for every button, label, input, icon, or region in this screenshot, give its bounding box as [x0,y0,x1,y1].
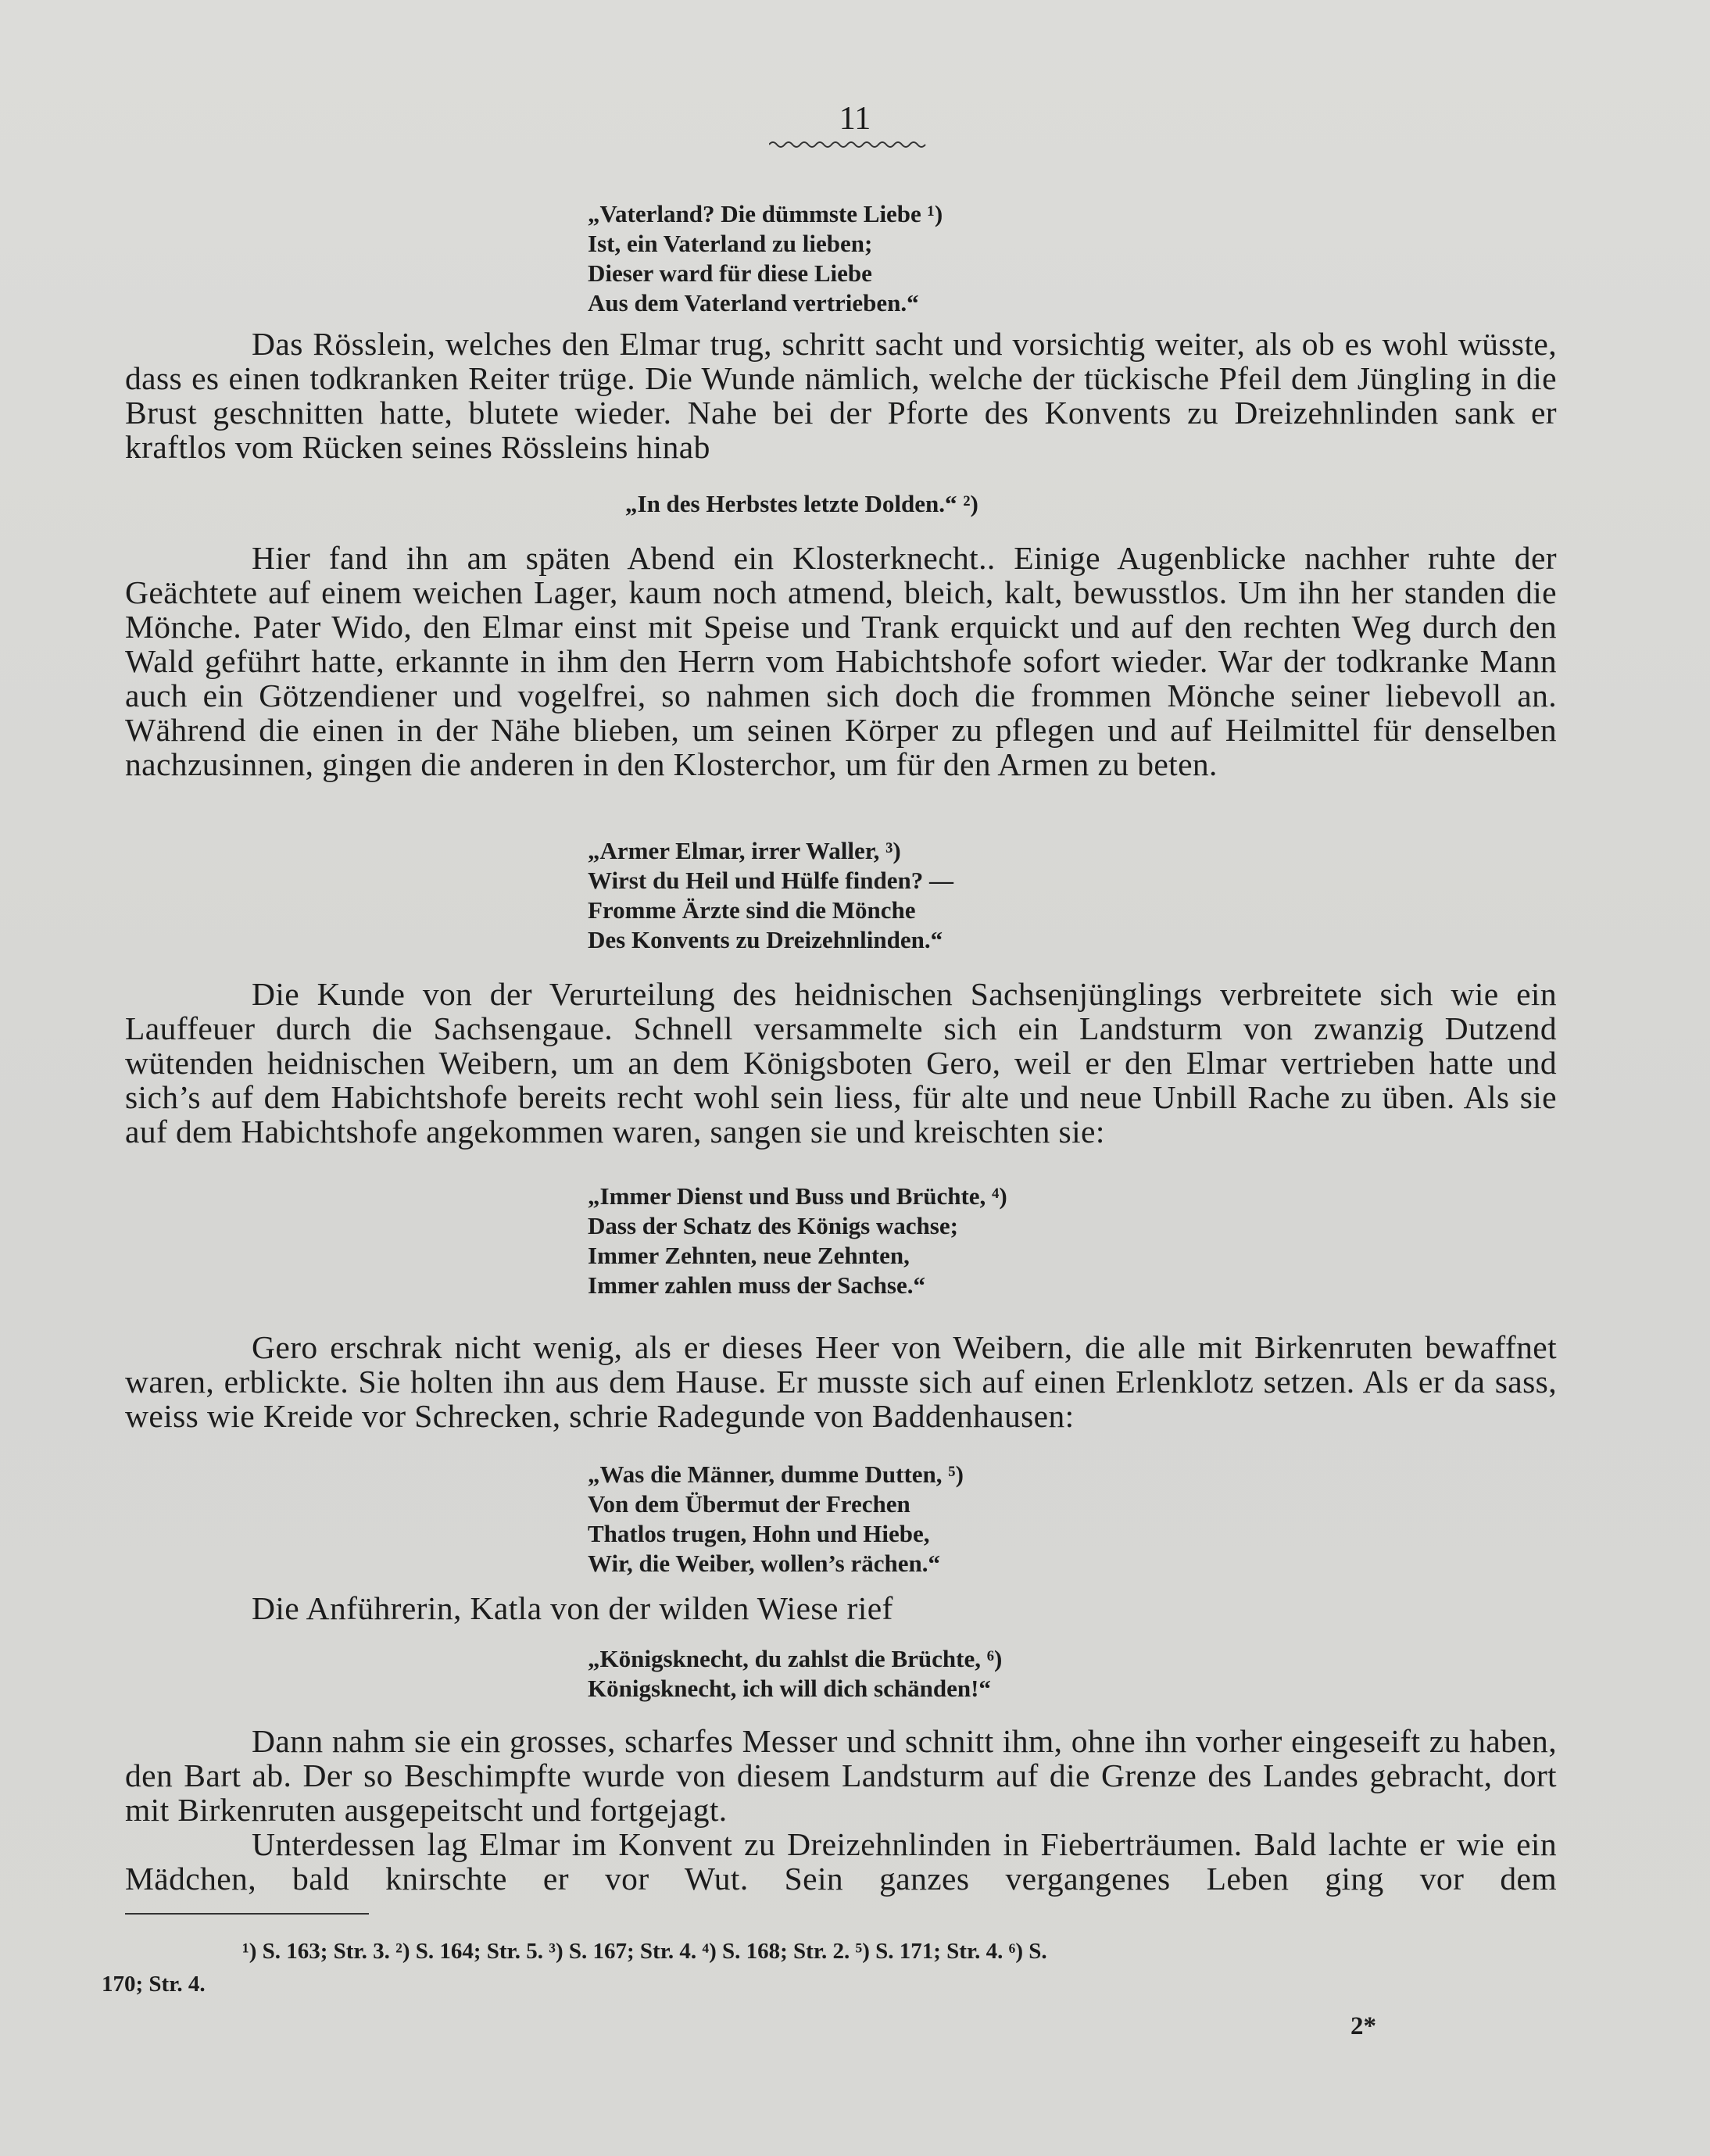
prose-block-3 [125,977,1557,1149]
verse-line: Aus dem Vaterland vertrieben.“ [588,289,919,316]
verse-line: „Was die Männer, dumme Dutten, ⁵) [588,1461,964,1488]
verse-block-1 [588,199,943,318]
verse-line: „Vaterland? Die dümmste Liebe ¹) [588,200,943,227]
footnote-line: 170; Str. 4. [102,1972,206,1997]
verse-block-4 [588,1182,1007,1300]
prose-block-6 [125,1724,1557,1896]
prose-block-2 [125,541,1557,781]
verse-line: „In des Herbstes letzte Dolden.“ ²) [625,490,978,517]
verse-block-3 [588,836,953,955]
verse-line: Ist, ein Vaterland zu lieben; [588,230,873,257]
verse-line: „Königsknecht, du zahlst die Brüchte, ⁶) [588,1645,1003,1672]
verse-line: Des Konvents zu Dreizehnlinden.“ [588,926,943,953]
signature-mark: 2* [1350,2012,1376,2040]
verse-line: „Armer Elmar, irrer Waller, ³) [588,837,901,864]
verse-line: Dieser ward für diese Liebe [588,259,872,287]
prose-block-5 [125,1591,1557,1625]
wavy-rule-ornament [769,139,928,150]
prose-block-1 [125,327,1557,464]
paragraph: Gero erschrak nicht wenig, als er dieses Heer von Weibern, die alle mit Birkenruten bewaffnet waren, erblickte. Sie holten ihn aus dem Hause. Er musste sich auf einen Erlenklotz setzen. Als er da sass, weiss wie Kreide vor Schrecken, schrie Radegunde von Baddenhausen: [125,1329,1557,1434]
verse-line: „Immer Dienst und Buss und Brüchte, ⁴) [588,1182,1007,1210]
footnote-line: ¹) S. 163; Str. 3. ²) S. 164; Str. 5. ³) S. 167; Str. 4. ⁴) S. 168; Str. 2. ⁵) S. 171; Str. 4. ⁶) S. [242,1939,1047,1964]
verse-line: Immer zahlen muss der Sachse.“ [588,1271,925,1299]
paragraph: Das Rösslein, welches den Elmar trug, schritt sacht und vorsichtig weiter, als ob es wohl wüsste, dass es einen todkranken Reiter trüge. Die Wunde nämlich, welche der tückische Pfeil dem Jüngling in die Brust geschnitten hatte, blutete wieder. Nahe bei der Pforte des Konvents zu Dreizehnlinden sank er kraftlos vom Rücken seines Rössleins hinab [125,326,1557,465]
verse-line: Thatlos trugen, Hohn und Hiebe, [588,1520,930,1547]
footnotes [102,1935,1557,2000]
verse-line: Immer Zehnten, neue Zehnten, [588,1242,910,1269]
paragraph: Unterdessen lag Elmar im Konvent zu Dreizehnlinden in Fieberträumen. Bald lachte er wie ein Mädchen, bald knirschte er vor Wut. Sein ganzes vergangenes Leben ging vor dem [125,1826,1557,1897]
paragraph: Dann nahm sie ein grosses, scharfes Messer und schnitt ihm, ohne ihn vorher eingeseift zu haben, den Bart ab. Der so Beschimpfte wurde von diesem Landsturm auf die Grenze des Landes gebracht, dort mit Birkenruten ausgepeitscht und fortgejagt. [125,1723,1557,1828]
verse-block-5 [588,1460,964,1579]
verse-block-2 [625,489,978,519]
verse-line: Wir, die Weiber, wollen’s rächen.“ [588,1550,940,1577]
verse-line: Königsknecht, ich will dich schänden!“ [588,1675,991,1702]
verse-line: Von dem Übermut der Frechen [588,1490,910,1518]
paragraph: Die Kunde von der Verurteilung des heidnischen Sachsenjünglings verbreitete sich wie ein Lauffeuer durch die Sachsengaue. Schnell versammelte sich ein Landsturm von zwanzig Dutzend wütenden heidnischen Weibern, um an dem Königsboten Gero, weil er den Elmar vertrieben hatte und sich’s auf dem Habichtshofe bereits recht wohl sein liess, für alte und neue Unbill Rache zu üben. Als sie auf dem Habichtshofe angekommen waren, sangen sie und kreischten sie: [125,976,1557,1150]
verse-block-6 [588,1644,1002,1704]
verse-line: Dass der Schatz des Königs wachse; [588,1212,958,1239]
verse-line: Fromme Ärzte sind die Mönche [588,896,916,924]
footnote-rule [125,1913,369,1915]
prose-block-4 [125,1330,1557,1433]
paragraph: Hier fand ihn am späten Abend ein Klosterknecht.. Einige Augenblicke nachher ruhte der Geächtete auf einem weichen Lager, kaum noch atmend, bleich, kalt, bewusstlos. Um ihn her standen die Mönche. Pater Wido, den Elmar einst mit Speise und Trank erquickt und auf den rechten Weg durch den Wald geführt hatte, erkannte in ihm den Herrn vom Habichtshofe sofort wieder. War der todkranke Mann auch ein Götzendiener und vogelfrei, so nahmen sich doch die frommen Mönche seiner liebevoll an. Während die einen in der Nähe blieben, um seinen Körper zu pflegen und auf Heilmittel für denselben nachzusinnen, gingen die anderen in den Klosterchor, um für den Armen zu beten. [125,540,1557,782]
paragraph: Die Anführerin, Katla von der wilden Wiese rief [252,1590,893,1626]
page-number: 11 [839,101,871,137]
verse-line: Wirst du Heil und Hülfe finden? — [588,867,953,894]
